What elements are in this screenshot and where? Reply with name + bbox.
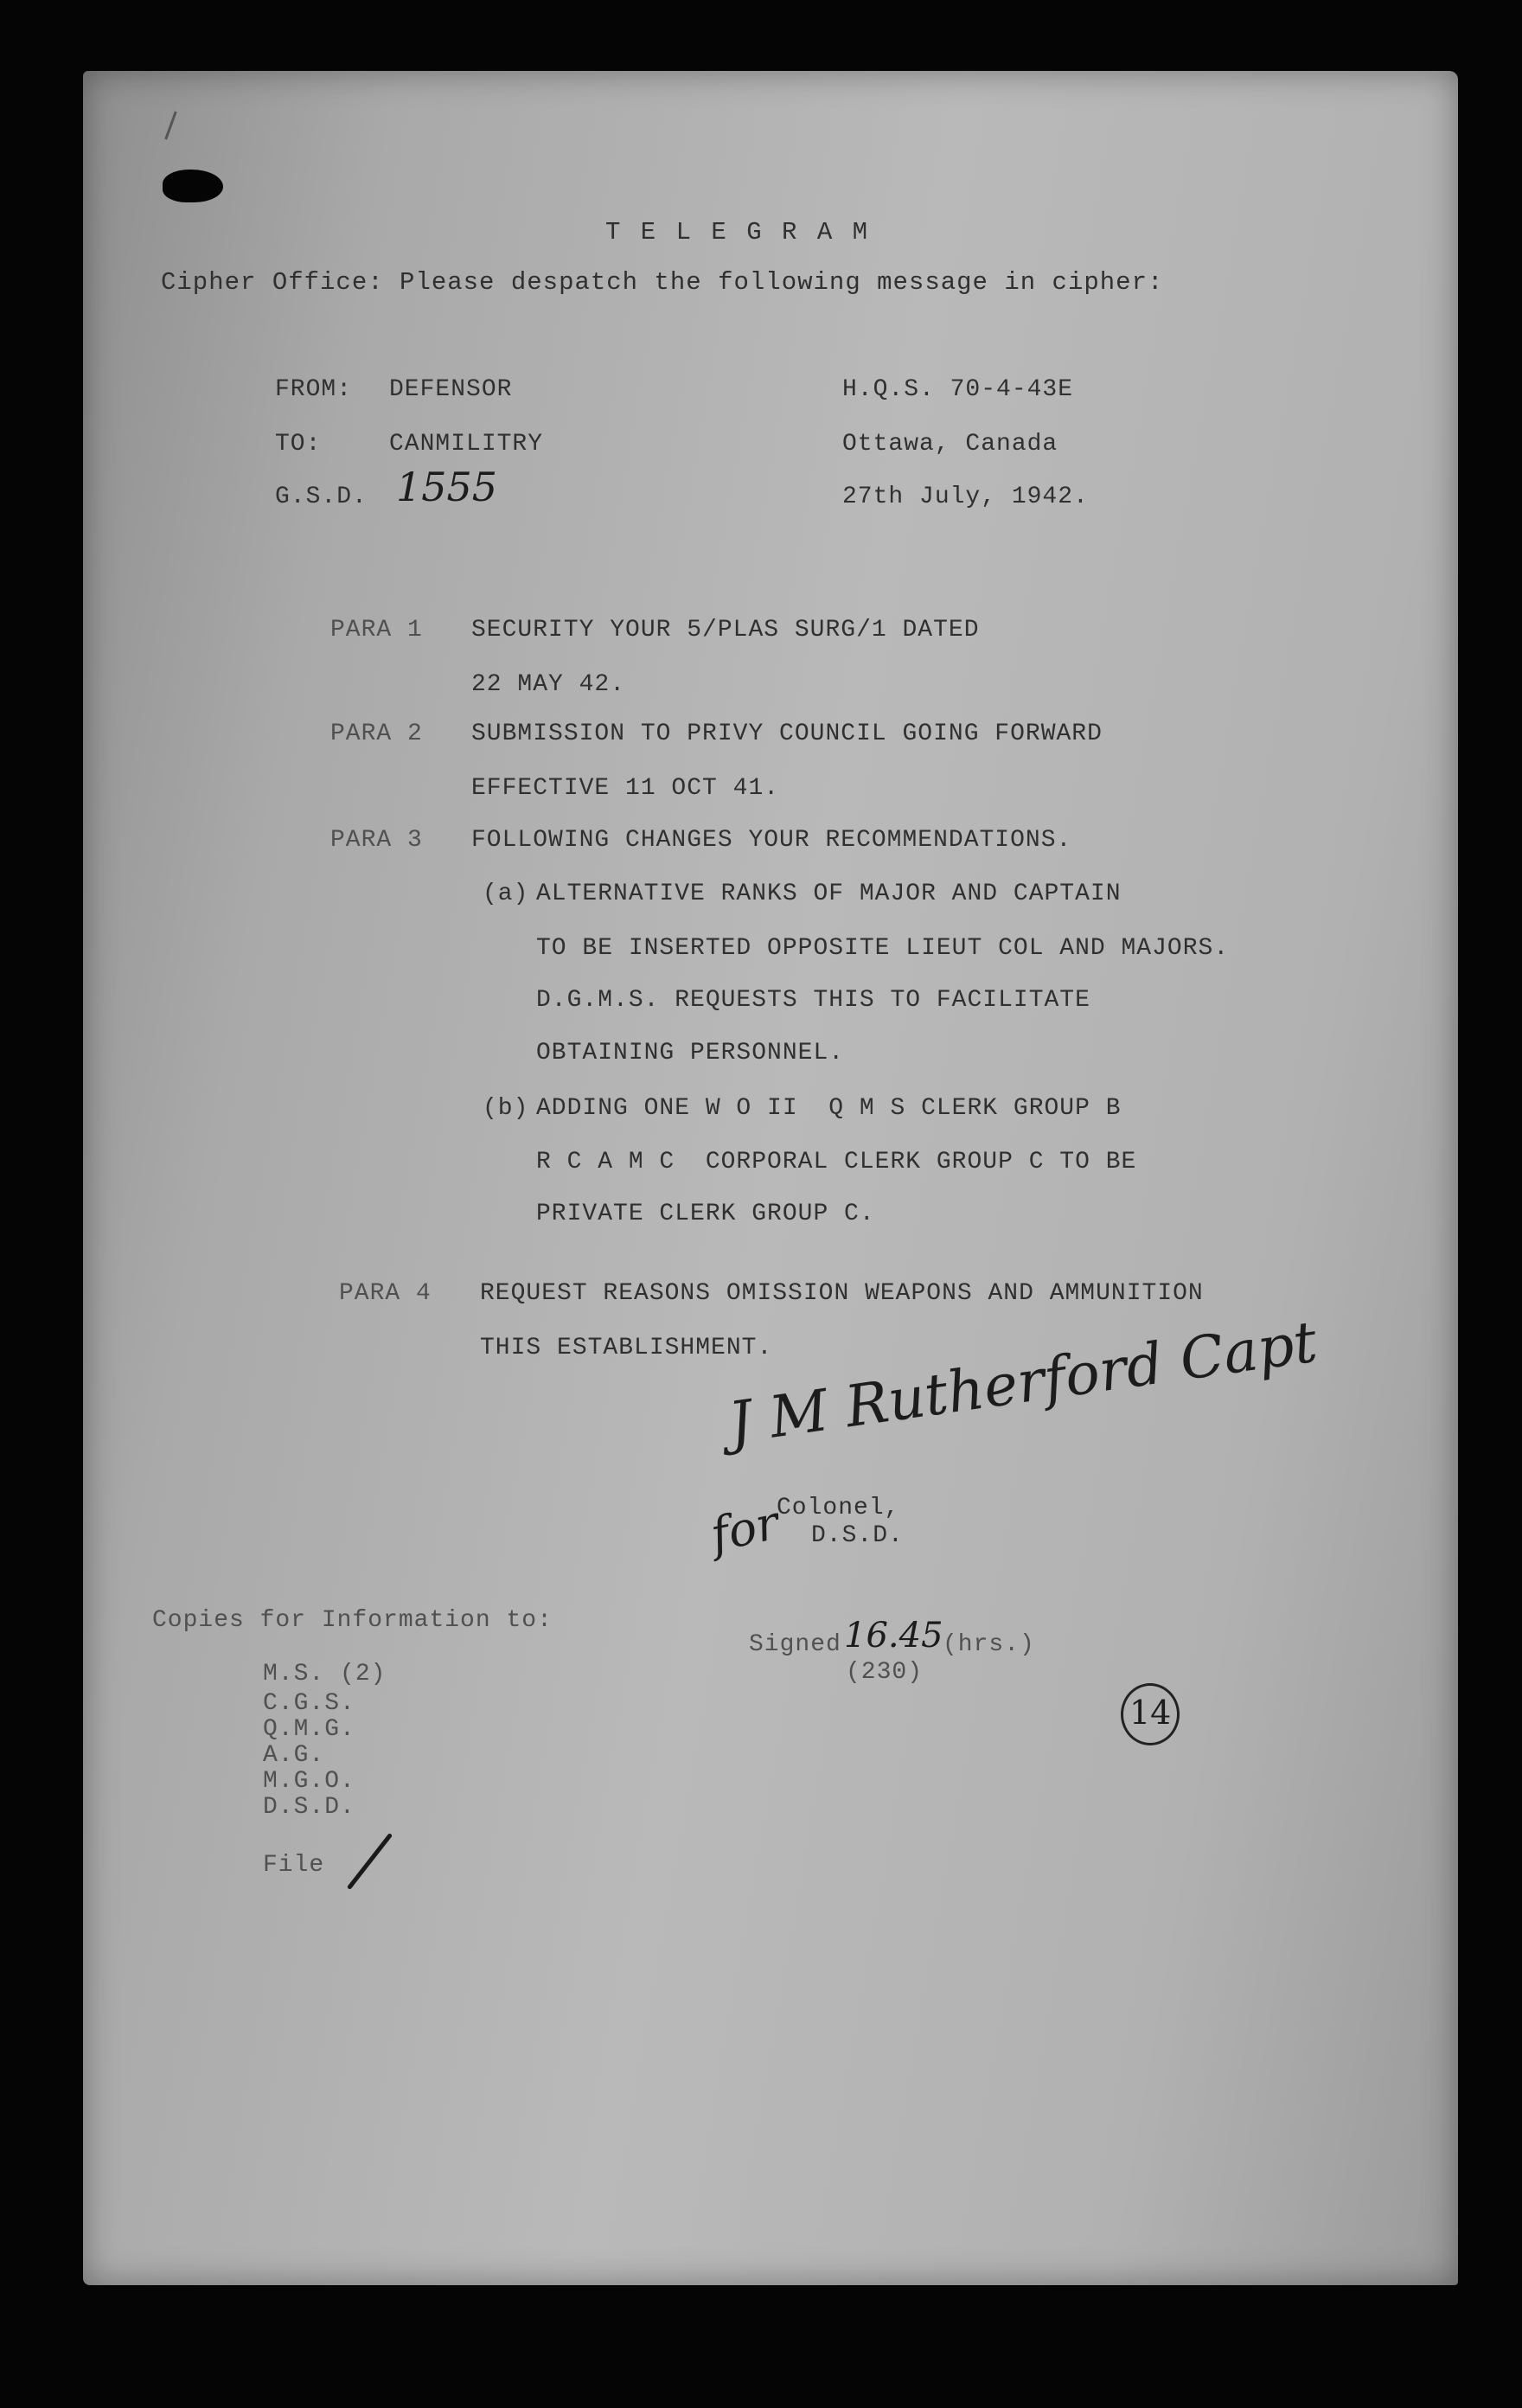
para-3-label: PARA 3 — [330, 827, 423, 854]
para-1-label: PARA 1 — [330, 617, 423, 644]
para-4-label: PARA 4 — [339, 1280, 432, 1307]
date: 27th July, 1942. — [842, 484, 1089, 510]
subitem-b-line-1: ADDING ONE W O II Q M S CLERK GROUP B — [536, 1095, 1122, 1122]
para-1-line-1: SECURITY YOUR 5/PLAS SURG/1 DATED — [471, 617, 980, 644]
subitem-b-line-2: R C A M C CORPORAL CLERK GROUP C TO BE — [536, 1149, 1137, 1175]
for-mark-handwritten: for — [706, 1495, 784, 1563]
location: Ottawa, Canada — [842, 431, 1058, 458]
cipher-instruction: Cipher Office: Please despatch the following message in cipher: — [161, 268, 1164, 297]
signature-title-line-2: D.S.D. — [811, 1522, 904, 1549]
copy-item: D.S.D. — [263, 1794, 355, 1821]
copies-heading: Copies for Information to: — [152, 1607, 553, 1634]
handwritten-signature: J M Rutherford Capt — [725, 1308, 1321, 1457]
reference-number: H.Q.S. 70-4-43E — [842, 376, 1074, 403]
to-value: CANMILITRY — [389, 431, 544, 458]
subitem-b-line-3: PRIVATE CLERK GROUP C. — [536, 1201, 875, 1227]
to-label: TO: — [275, 431, 322, 458]
copy-item: Q.M.G. — [263, 1716, 355, 1743]
copy-item: A.G. — [263, 1742, 325, 1769]
gsd-number-handwritten: 1555 — [396, 464, 498, 510]
telegram-page — [83, 71, 1458, 2285]
para-4-line-2: THIS ESTABLISHMENT. — [480, 1335, 773, 1361]
from-value: DEFENSOR — [389, 376, 513, 403]
signed-time-handwritten: 16.45 — [844, 1616, 943, 1656]
subitem-a-line-1: ALTERNATIVE RANKS OF MAJOR AND CAPTAIN — [536, 881, 1122, 907]
file-label: File — [263, 1852, 325, 1879]
para-3-line-1: FOLLOWING CHANGES YOUR RECOMMENDATIONS. — [471, 827, 1072, 854]
para-4-line-1: REQUEST REASONS OMISSION WEAPONS AND AMMUNITION — [480, 1280, 1204, 1307]
subitem-a-line-2: TO BE INSERTED OPPOSITE LIEUT COL AND MAJORS. — [536, 935, 1230, 962]
para-2-line-2: EFFECTIVE 11 OCT 41. — [471, 775, 780, 802]
para-1-line-2: 22 MAY 42. — [471, 671, 626, 698]
para-2-label: PARA 2 — [330, 720, 423, 747]
signed-suffix: (hrs.) — [943, 1631, 1035, 1658]
from-label: FROM: — [275, 376, 353, 403]
subitem-a-label: (a) — [483, 881, 529, 907]
signed-label: Signed — [749, 1631, 841, 1658]
signature-title-line-1: Colonel, — [777, 1495, 900, 1521]
page-number: 14 — [1129, 1694, 1172, 1732]
subitem-a-line-4: OBTAINING PERSONNEL. — [536, 1040, 845, 1066]
subitem-b-label: (b) — [483, 1095, 529, 1122]
copy-item: C.G.S. — [263, 1690, 355, 1717]
gsd-label: G.S.D. — [275, 484, 368, 510]
subitem-a-line-3: D.G.M.S. REQUESTS THIS TO FACILITATE — [536, 987, 1090, 1014]
copy-item: M.G.O. — [263, 1768, 355, 1795]
para-2-line-1: SUBMISSION TO PRIVY COUNCIL GOING FORWARD — [471, 720, 1103, 747]
copy-item: M.S. (2) — [263, 1661, 387, 1688]
telegram-title: T E L E G R A M — [605, 218, 871, 247]
ink-blot-mark — [163, 170, 223, 202]
signed-number: (230) — [846, 1659, 924, 1686]
